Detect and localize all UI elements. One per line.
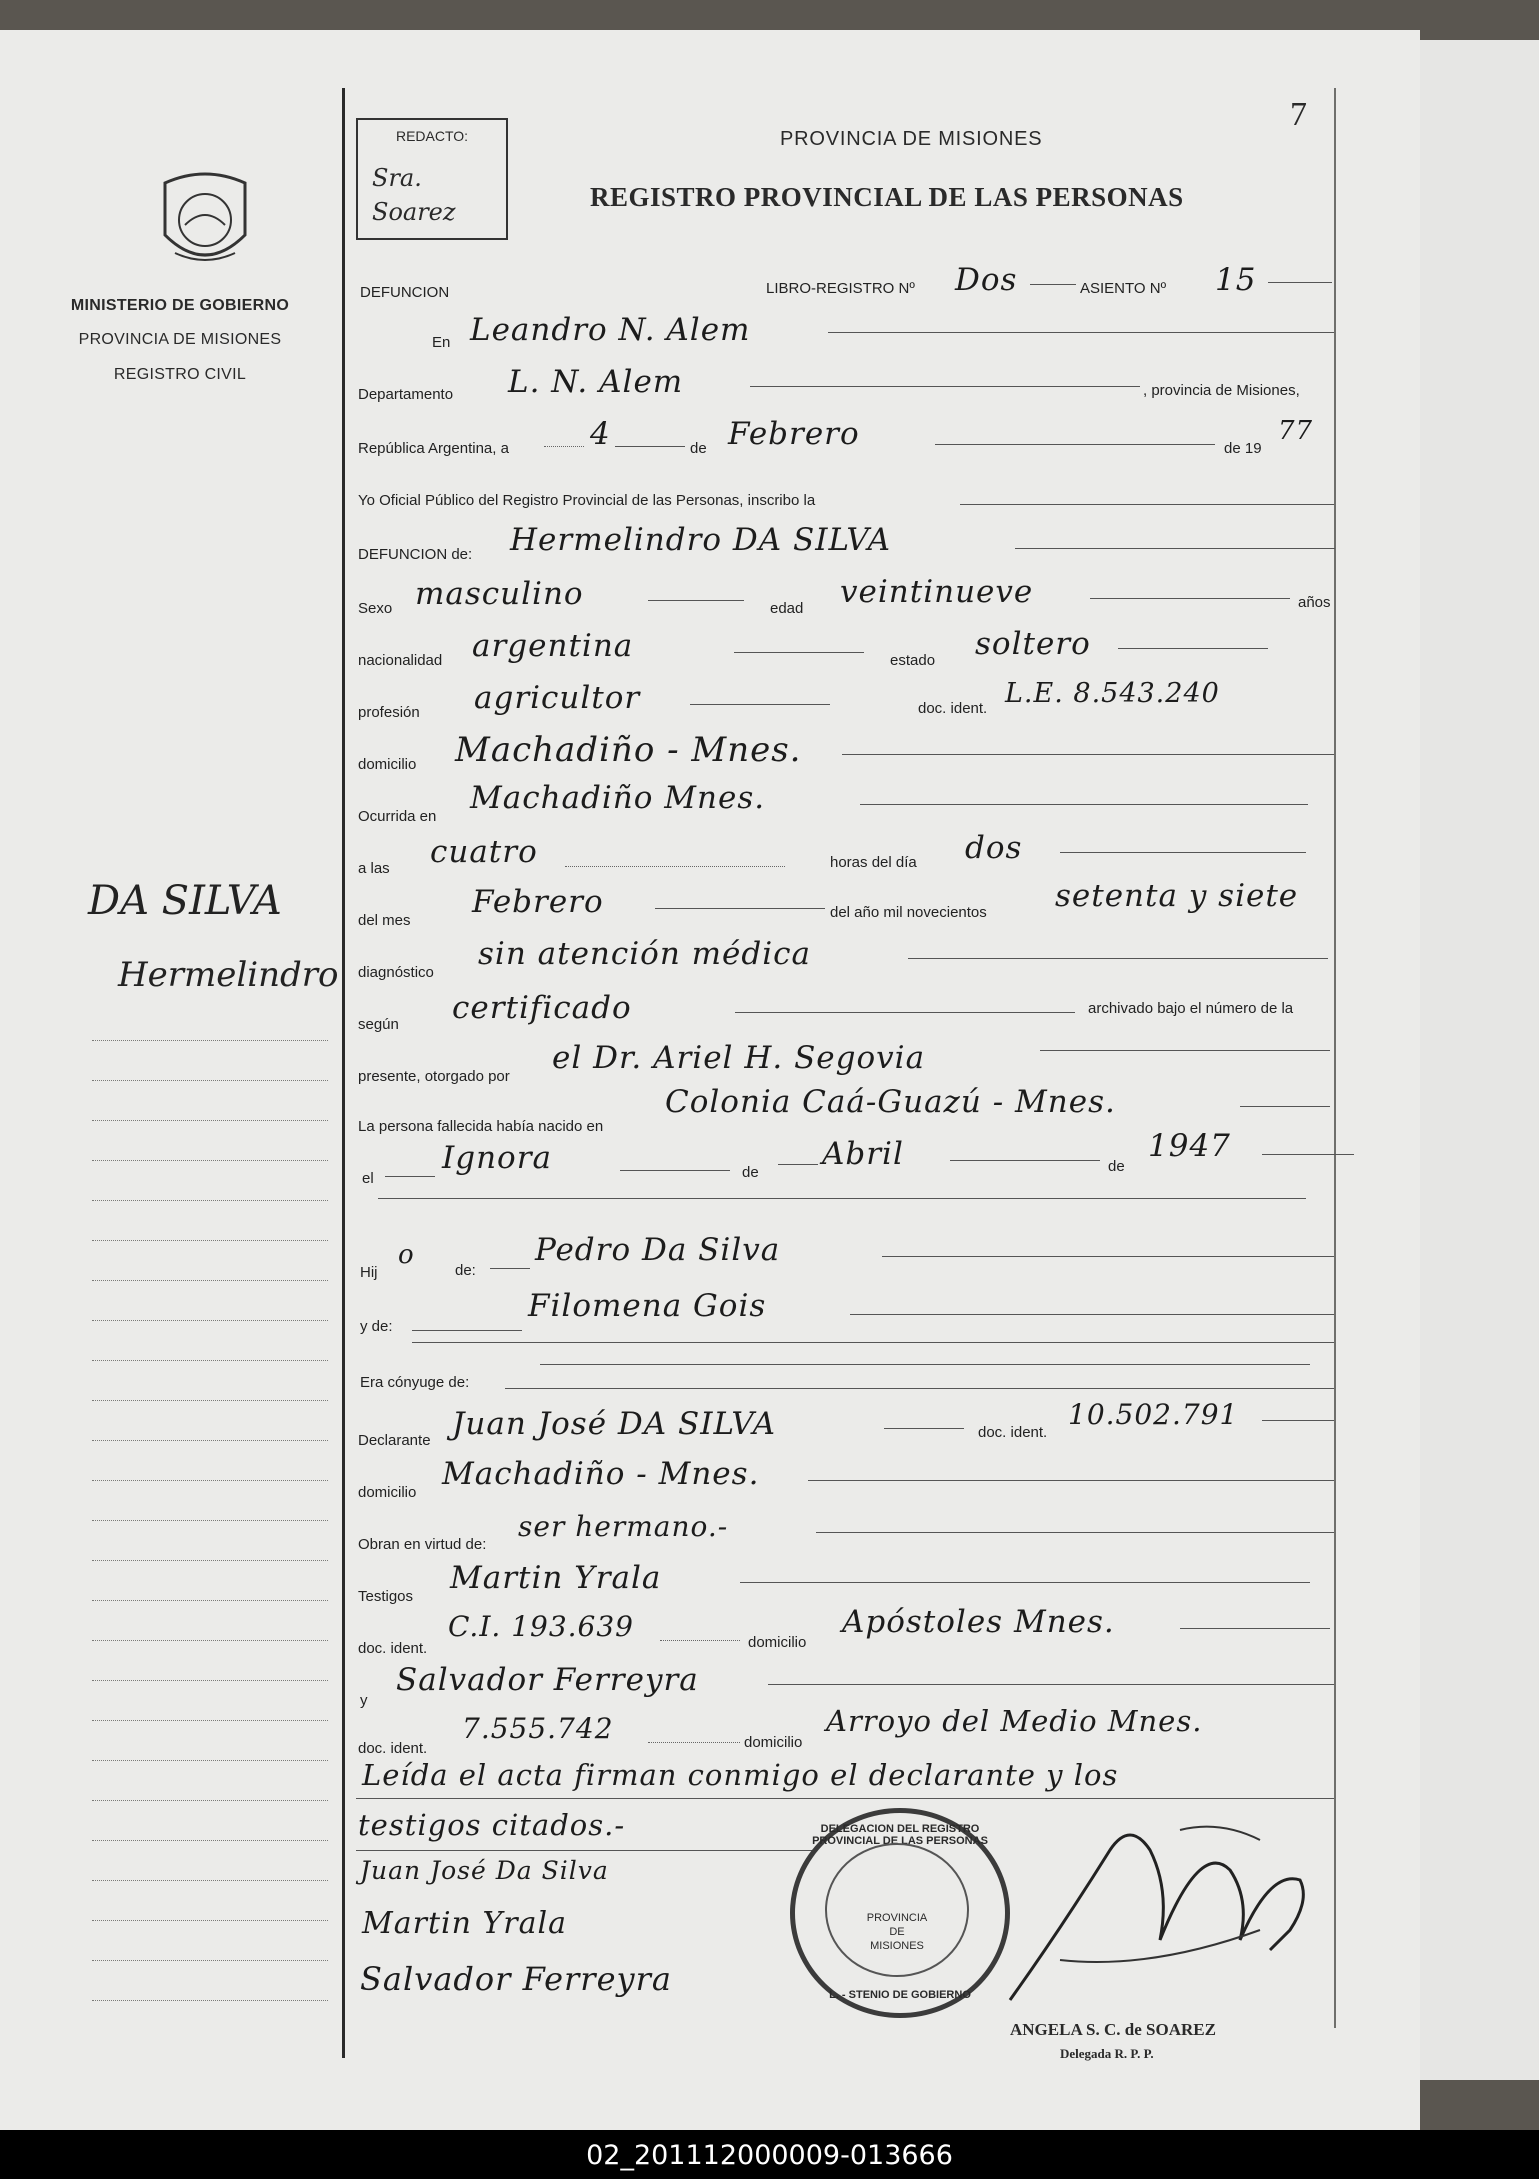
entry-nac-dia: Ignora: [442, 1140, 553, 1176]
entry-testigo2-doc: 7.555.742: [462, 1712, 614, 1745]
entry-testigo2-dom: Arroyo del Medio Mnes.: [826, 1704, 1203, 1738]
label-en: En: [432, 334, 451, 351]
office-label: REGISTRO CIVIL: [113, 366, 247, 383]
margin-dotted-line: [92, 1680, 328, 1681]
rule: [648, 600, 744, 601]
margin-dotted-line: [92, 1160, 328, 1161]
label-doc-ident-decl: doc. ident.: [978, 1424, 1048, 1441]
rule: [816, 1532, 1334, 1533]
official-name: ANGELA S. C. de SOAREZ: [1010, 2020, 1216, 2039]
margin-dotted-line: [92, 1320, 328, 1321]
entry-libro: Dos: [955, 262, 1018, 298]
official-signature: [1000, 1810, 1320, 2010]
entry-madre: Filomena Gois: [528, 1288, 767, 1324]
redacto-line2: Soarez: [372, 198, 456, 226]
entry-ocurrida: Machadiño Mnes.: [470, 780, 766, 816]
rule: [1030, 284, 1076, 285]
rule: [690, 704, 830, 705]
label-defuncion-de: DEFUNCION de:: [358, 546, 473, 563]
label-type: DEFUNCION: [360, 284, 450, 301]
rule: [828, 332, 1334, 333]
official-stamp: [790, 1808, 1010, 2018]
label-republica: República Argentina, a: [358, 440, 509, 457]
entry-nacido-en: Colonia Caá-Guazú - Mnes.: [665, 1084, 1116, 1120]
entry-ano-muerte: setenta y siete: [1055, 878, 1299, 914]
margin-dotted-line: [92, 1840, 328, 1841]
redacto-box: [356, 118, 508, 240]
label-dom-t2: domicilio: [744, 1734, 803, 1751]
rule: [960, 504, 1334, 505]
redacto-line1: Sra.: [372, 164, 422, 192]
margin-dotted-line: [92, 1040, 328, 1041]
entry-mes-muerte: Febrero: [472, 884, 604, 920]
rule: [950, 1160, 1100, 1161]
rule: [1180, 1628, 1330, 1629]
rule: [490, 1268, 530, 1269]
rule: [565, 866, 785, 867]
margin-dotted-line: [92, 1760, 328, 1761]
label-segun: según: [358, 1016, 399, 1033]
entry-diagnostico: sin atención médica: [478, 936, 811, 972]
signature-declarante: Juan José Da Silva: [360, 1856, 609, 1885]
margin-surname: DA SILVA: [88, 878, 282, 924]
margin-dotted-line: [92, 1920, 328, 1921]
rule: [356, 1850, 816, 1851]
label-doc-t1: doc. ident.: [358, 1640, 428, 1657]
rule: [1090, 598, 1290, 599]
signature-testigo2: Salvador Ferreyra: [360, 1960, 672, 1998]
label-libro: LIBRO-REGISTRO Nº: [766, 280, 915, 297]
rule: [1118, 648, 1268, 649]
margin-dotted-line: [92, 1960, 328, 1961]
label-oficial: Yo Oficial Público del Registro Provincial de las Personas, inscribo la: [358, 492, 816, 509]
label-de: de: [690, 440, 707, 457]
redacto-label: REDACTO:: [395, 128, 469, 144]
stamp-outer-text: DELEGACION DEL REGISTRO PROVINCIAL DE LAS PERSONAS: [812, 1823, 988, 1847]
label-domicilio-decl: domicilio: [358, 1484, 417, 1501]
entry-difunto: Hermelindro DA SILVA: [510, 522, 892, 558]
entry-estado: soltero: [975, 626, 1091, 662]
entry-nacionalidad: argentina: [472, 628, 634, 664]
label-de2: de: [742, 1164, 759, 1181]
margin-dotted-line: [92, 1600, 328, 1601]
entry-domicilio: Machadiño - Mnes.: [455, 730, 802, 770]
rule: [1015, 548, 1335, 549]
rule: [385, 1176, 435, 1177]
margin-dotted-line: [92, 1880, 328, 1881]
entry-hora: cuatro: [430, 834, 538, 870]
label-obran: Obran en virtud de:: [358, 1536, 487, 1553]
margin-dotted-line: [92, 1200, 328, 1201]
signature-testigo1: Martin Yrala: [362, 1906, 567, 1941]
margin-dotted-line: [92, 1360, 328, 1361]
entry-asiento: 15: [1215, 262, 1257, 298]
rule: [778, 1164, 818, 1165]
margin-dotted-line: [92, 1640, 328, 1641]
rule: [740, 1582, 1310, 1583]
entry-testigo1: Martin Yrala: [450, 1560, 662, 1596]
entry-ano: 77: [1278, 416, 1314, 446]
entry-declarante-doc: 10.502.791: [1068, 1398, 1239, 1431]
rule: [505, 1388, 1334, 1389]
margin-dotted-line: [92, 1240, 328, 1241]
entry-mes: Febrero: [728, 416, 860, 452]
closing-line-1: Leída el acta firman conmigo el declarante y los: [362, 1758, 1119, 1792]
rule: [750, 386, 1140, 387]
rule: [884, 1428, 964, 1429]
rule: [1262, 1420, 1334, 1421]
province-label: PROVINCIA DE MISIONES: [78, 331, 282, 348]
label-anos: años: [1298, 594, 1331, 611]
image-id-bar: [0, 2130, 1539, 2179]
entry-declarante-dom: Machadiño - Mnes.: [442, 1456, 760, 1492]
rule: [1262, 1154, 1354, 1155]
margin-dotted-line: [92, 1480, 328, 1481]
label-de-year: de 19: [1224, 440, 1262, 457]
label-horas: horas del día: [830, 854, 917, 871]
stamp-bottom-text: L. - STENIO DE GOBIERNO: [829, 1989, 971, 2001]
label-presente: presente, otorgado por: [358, 1068, 510, 1085]
rule: [735, 1012, 1075, 1013]
official-title: Delegada R. P. P.: [1060, 2046, 1154, 2061]
label-a-las: a las: [358, 860, 390, 877]
rule: [540, 1364, 1310, 1365]
rule: [842, 754, 1334, 755]
coat-of-arms-icon: [155, 165, 255, 275]
margin-dotted-line: [92, 1440, 328, 1441]
ministry-label: MINISTERIO DE GOBIERNO: [70, 297, 290, 314]
entry-sexo: masculino: [415, 576, 584, 612]
label-del-ano: del año mil novecientos: [830, 904, 987, 921]
rule: [1240, 1106, 1330, 1107]
margin-dotted-line: [92, 1520, 328, 1521]
label-nacionalidad: nacionalidad: [358, 652, 443, 669]
rule: [882, 1256, 1334, 1257]
margin-dotted-line: [92, 1800, 328, 1801]
label-hij: Hij: [360, 1264, 378, 1281]
rule: [908, 958, 1328, 959]
rule: [1268, 282, 1332, 283]
label-doc-ident: doc. ident.: [918, 700, 988, 717]
label-archivado: archivado bajo el número de la: [1088, 1000, 1294, 1017]
rule: [378, 1198, 1306, 1199]
label-dom-t1: domicilio: [748, 1634, 807, 1651]
label-hij-de: de:: [455, 1262, 476, 1279]
entry-padre: Pedro Da Silva: [535, 1232, 781, 1268]
label-declarante: Declarante: [358, 1432, 431, 1449]
label-domicilio: domicilio: [358, 756, 417, 773]
label-doc-t2: doc. ident.: [358, 1740, 428, 1757]
label-ocurrida: Ocurrida en: [358, 808, 437, 825]
entry-nac-mes: Abril: [822, 1136, 904, 1172]
closing-line-2: testigos citados.-: [358, 1808, 626, 1842]
rule: [808, 1480, 1334, 1481]
margin-given-name: Hermelindro: [118, 955, 339, 995]
entry-dia: 4: [590, 416, 611, 452]
rule: [1060, 852, 1306, 853]
entry-declarante: Juan José DA SILVA: [452, 1406, 777, 1442]
margin-dotted-line: [92, 1400, 328, 1401]
margin-dotted-line: [92, 1280, 328, 1281]
entry-edad: veintinueve: [840, 574, 1034, 610]
rule: [412, 1330, 522, 1331]
rule: [860, 804, 1308, 805]
rule: [615, 446, 685, 447]
entry-dia-muerte: dos: [965, 830, 1023, 866]
rule: [1040, 1050, 1330, 1051]
label-testigos: Testigos: [358, 1588, 414, 1605]
label-profesion: profesión: [358, 704, 420, 721]
header-province: PROVINCIA DE MISIONES: [780, 128, 1043, 150]
entry-segun: certificado: [452, 990, 632, 1026]
entry-en: Leandro N. Alem: [470, 312, 751, 348]
header-registry: REGISTRO PROVINCIAL DE LAS PERSONAS: [590, 182, 1184, 212]
rule: [850, 1314, 1334, 1315]
label-provincia: , provincia de Misiones,: [1143, 382, 1300, 399]
label-departamento: Departamento: [358, 386, 454, 403]
label-edad: edad: [770, 600, 804, 617]
page-number: 7: [1290, 96, 1307, 133]
stamp-center-text: PROVINCIA DE MISIONES: [866, 1912, 928, 1952]
stamp-inner-ring: [825, 1843, 969, 1977]
rule: [768, 1684, 1334, 1685]
entry-hij-suffix: o: [398, 1240, 415, 1270]
entry-nac-ano: 1947: [1148, 1128, 1231, 1164]
label-conyuge: Era cónyuge de:: [360, 1374, 470, 1391]
entry-testigo1-dom: Apóstoles Mnes.: [842, 1604, 1115, 1640]
rule: [660, 1640, 740, 1641]
entry-medico: el Dr. Ariel H. Segovia: [552, 1040, 926, 1076]
margin-rule: [342, 88, 345, 2058]
rule: [356, 1798, 1334, 1799]
rule: [655, 908, 825, 909]
entry-doc: L.E. 8.543.240: [1005, 678, 1220, 709]
margin-dotted-line: [92, 1560, 328, 1561]
margin-dotted-line: [92, 2000, 328, 2001]
margin-dotted-line: [92, 1080, 328, 1081]
label-del-mes: del mes: [358, 912, 411, 929]
label-y: y: [360, 1692, 368, 1709]
label-sexo: Sexo: [358, 600, 393, 617]
label-y-de: y de:: [360, 1318, 393, 1335]
entry-departamento: L. N. Alem: [508, 364, 684, 400]
margin-dotted-line: [92, 1120, 328, 1121]
label-estado: estado: [890, 652, 936, 669]
label-nacido: La persona fallecida había nacido en: [358, 1118, 604, 1135]
rule: [412, 1342, 1334, 1343]
label-asiento: ASIENTO Nº: [1080, 280, 1167, 297]
rule: [935, 444, 1215, 445]
entry-obran: ser hermano.-: [518, 1510, 729, 1543]
rule: [648, 1742, 740, 1743]
rule: [734, 652, 864, 653]
label-el: el: [362, 1170, 374, 1187]
margin-dotted-line: [92, 1720, 328, 1721]
entry-testigo2: Salvador Ferreyra: [396, 1662, 699, 1698]
label-de3: de: [1108, 1158, 1125, 1175]
rule: [544, 446, 584, 447]
rule: [620, 1170, 730, 1171]
entry-profesion: agricultor: [474, 680, 641, 716]
entry-testigo1-doc: C.I. 193.639: [448, 1610, 634, 1643]
right-border: [1334, 88, 1336, 2028]
label-diagnostico: diagnóstico: [358, 964, 434, 981]
image-id: 02_201112000009-013666: [586, 2140, 953, 2171]
